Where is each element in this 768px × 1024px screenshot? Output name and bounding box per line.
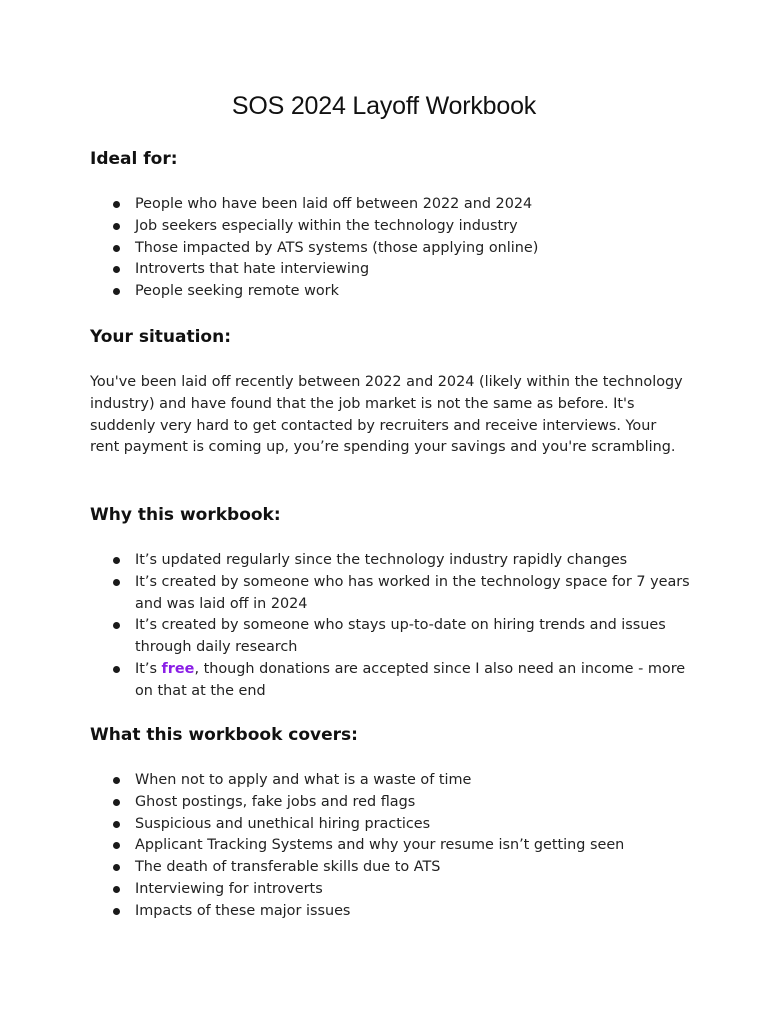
covers-section: [90, 724, 690, 923]
situation-paragraph: You've been laid off recently between 2022 and 2024 (likely within the technology industry) and have found that the job market is not the same as before. It's suddenly very hard to get contacted by recruiters and receive interviews. Your rent payment is coming up, you’re spending your savings and you're scrambling.: [90, 374, 683, 456]
list-item-text: Suspicious and unethical hiring practices: [135, 815, 431, 832]
list-item-text: Impacts of these major issues: [135, 902, 351, 919]
ideal-for-list: [90, 194, 690, 303]
bullet-icon: [113, 245, 120, 252]
bullet-icon: [113, 886, 120, 893]
bullet-icon: [113, 579, 120, 586]
list-item: [90, 615, 690, 659]
list-item-text: Those impacted by ATS systems (those applying online): [135, 239, 539, 256]
list-item: [90, 550, 690, 572]
bullet-icon: [113, 288, 120, 295]
list-item-text: People seeking remote work: [135, 283, 339, 300]
covers-heading: What this workbook covers:: [90, 725, 358, 745]
list-item-text: People who have been laid off between 2022 and 2024: [135, 196, 533, 212]
bullet-icon: [113, 864, 120, 871]
list-item-text: It’s created by someone who stays up-to-date on hiring trends and issues through daily research: [135, 617, 666, 656]
list-item: [90, 857, 690, 879]
list-item: [90, 901, 690, 923]
list-item-text: The death of transferable skills due to ATS: [135, 859, 441, 876]
bullet-icon: [113, 799, 120, 806]
list-item-text: It’s updated regularly since the technology industry rapidly changes: [135, 552, 628, 568]
list-item: [90, 792, 690, 814]
list-item: [90, 814, 690, 836]
list-item-text: Interviewing for introverts: [135, 880, 323, 897]
situation-section: [90, 326, 690, 459]
list-item-text: Job seekers especially within the technology industry: [135, 217, 518, 234]
list-item-text: It’s created by someone who has worked in the technology space for 7 years and was laid off in 2024: [135, 573, 690, 612]
list-item-text: Applicant Tracking Systems and why your resume isn’t getting seen: [135, 837, 625, 854]
covers-list: [90, 770, 690, 923]
list-item-text: Introverts that hate interviewing: [135, 261, 370, 278]
document-title: SOS 2024 Layoff Workbook: [231, 92, 537, 120]
ideal-for-section: [90, 148, 690, 303]
list-item: [90, 835, 690, 857]
list-item-suffix: , though donations are accepted since I also need an income - more on that at the end: [135, 660, 686, 699]
list-item: [90, 879, 690, 901]
situation-heading: Your situation:: [90, 327, 232, 347]
bullet-icon: [113, 842, 120, 849]
bullet-icon: [113, 821, 120, 828]
list-item: [90, 259, 690, 281]
list-item-prefix: It’s: [135, 660, 162, 677]
list-item: [90, 572, 690, 616]
list-item: [90, 216, 690, 238]
bullet-icon: [113, 777, 120, 784]
bullet-icon: [113, 908, 120, 915]
list-item: [90, 194, 690, 216]
bullet-icon: [113, 666, 120, 673]
list-item: [90, 659, 690, 703]
bullet-icon: [113, 201, 120, 208]
free-highlight: free: [161, 660, 195, 677]
list-item-text: Ghost postings, fake jobs and red flags: [135, 793, 416, 810]
bullet-icon: [113, 266, 120, 273]
why-section: [90, 504, 690, 703]
ideal-for-heading: Ideal for:: [90, 149, 178, 169]
list-item: [90, 770, 690, 792]
why-list: [90, 550, 690, 703]
bullet-icon: [113, 223, 120, 230]
bullet-icon: [113, 622, 120, 629]
bullet-icon: [113, 557, 120, 564]
why-heading: Why this workbook:: [90, 505, 281, 525]
list-item: [90, 238, 690, 260]
list-item: [90, 281, 690, 303]
list-item-text: When not to apply and what is a waste of time: [135, 772, 472, 788]
